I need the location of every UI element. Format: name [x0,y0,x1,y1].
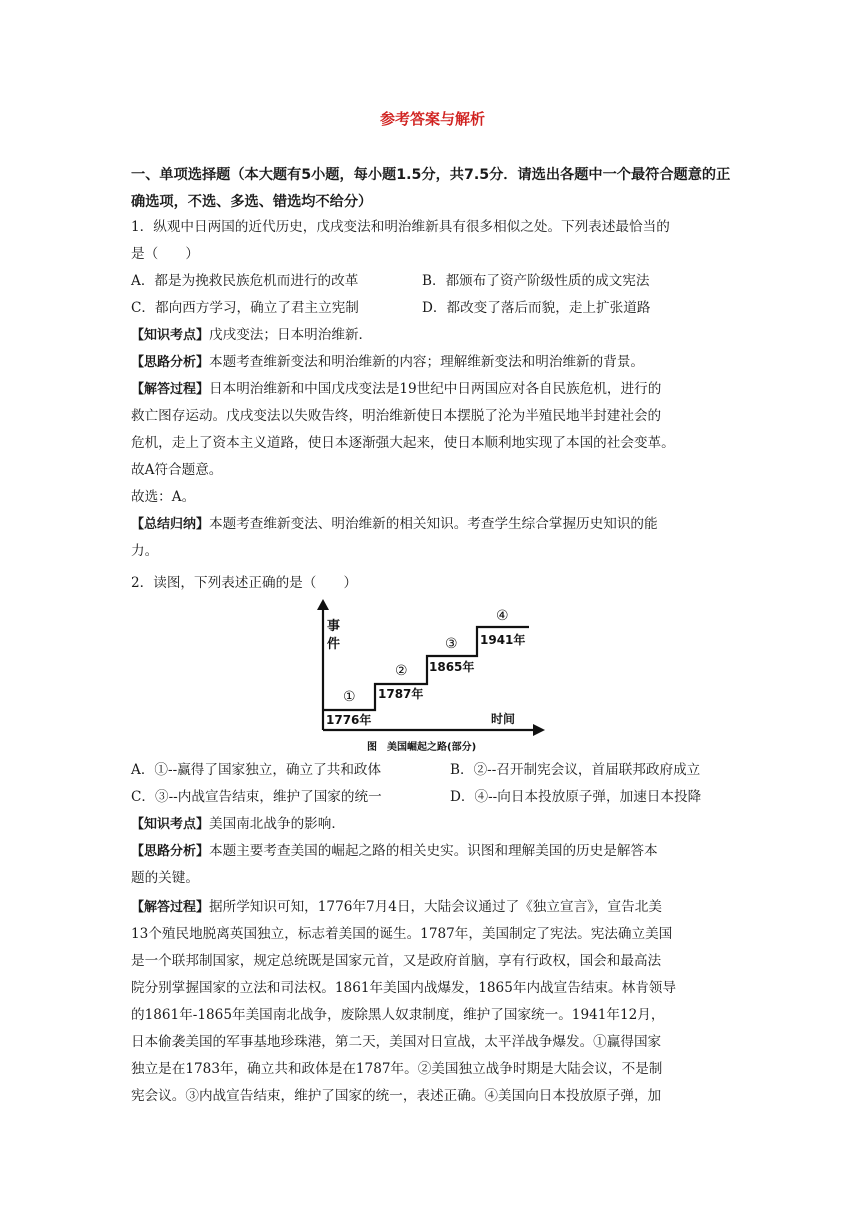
label-knowledge-point: 【知识考点】 [131,328,210,343]
q2-option-c: C．③--内战宣告结束，维护了国家的统一 [131,789,382,805]
step-1-year: 1776年 [326,713,372,727]
q2-solution-line-8: 宪会议。③内战宣告结束，维护了国家的统一，表述正确。④美国向日本投放原子弹，加 [131,1088,662,1104]
page-title: 参考答案与解析 [379,110,485,128]
q2-solution-line-3: 是一个联邦制国家，规定总统既是国家元首，又是政府首脑，享有行政权，国会和最高法 [131,953,662,969]
x-axis-label: 时间 [491,712,516,726]
us-rise-step-diagram [315,598,550,758]
q2-option-d: D．④--向日本投放原子弹，加速日本投降 [450,789,702,805]
q1-option-a: A．都是为挽救民族危机而进行的改革 [131,273,359,289]
label-solution: 【解答过程】 [131,382,210,397]
q1-analysis-text: 本题考查维新变法和明治维新的内容；理解维新变法和明治维新的背景。 [209,354,645,370]
q2-knowledge-text: 美国南北战争的影响． [209,816,345,832]
q1-option-b: B．都颁布了资产阶级性质的成文宪法 [422,273,650,289]
step-2-mark: ② [395,663,408,679]
q1-solution-line-4: 故A符合题意。 [131,462,223,478]
step-4-year: 1941年 [480,633,526,647]
q2-solution-line-1 [131,898,662,917]
label-summary: 【总结归纳】 [131,517,210,532]
section-heading: 一、单项选择题（本大题有5小题，每小题1.5分，共7.5分．请选出各题中一个最符合题意的正确选项，不选、多选、错选均不给分） [131,167,731,210]
q2-solution-line-7: 独立是在1783年，确立共和政体是在1787年。②美国独立战争时期是大陆会议，不是制 [131,1061,663,1077]
q1-stem-line-2: 是（ ） [131,246,199,262]
y-axis-label-char-2: 件 [327,637,341,652]
q1-solution-line-3: 危机，走上了资本主义道路，使日本逐渐强大起来，使日本顺利地实现了本国的社会变革。 [131,435,675,451]
q2-solution-line-2: 13个殖民地脱离英国独立，标志着美国的诞生。1787年，美国制定了宪法。宪法确立美国 [131,926,673,942]
q1-solution-line-2: 救亡图存运动。戊戌变法以失败告终，明治维新使日本摆脱了沦为半殖民地半封建社会的 [131,408,662,424]
q1-knowledge-point [131,326,372,345]
q2-solution-line-6: 日本偷袭美国的军事基地珍珠港，第二天，美国对日宣战，太平洋战争爆发。①赢得国家 [131,1034,662,1050]
label-analysis: 【思路分析】 [131,844,210,859]
q2-stem: 2．读图，下列表述正确的是（ ） [131,575,358,591]
q2-knowledge-point [131,815,345,834]
q1-stem-line-1: 1．纵观中日两国的近代历史，戊戌变法和明治维新具有很多相似之处。下列表述最恰当的 [131,219,670,235]
q2-analysis-line-2: 题的关键。 [131,870,199,886]
step-2-year: 1787年 [378,687,424,701]
label-solution: 【解答过程】 [131,900,210,915]
q2-option-a: A．①--赢得了国家独立，确立了共和政体 [131,762,382,778]
y-axis-arrow [317,599,329,610]
q2-solution-text-1: 据所学知识可知，1776年7月4日，大陆会议通过了《独立宣言》，宣告北美 [209,899,662,915]
figure-caption: 图 美国崛起之路(部分) [367,742,477,753]
step-3-mark: ③ [445,636,458,652]
q2-solution-line-5: 的1861年-1865年美国南北战争，废除黑人奴隶制度，维护了国家统一。1941年12月， [131,1007,665,1023]
label-knowledge-point: 【知识考点】 [131,817,210,832]
q1-summary-line-1 [131,515,658,534]
q2-option-b: B．②--召开制宪会议，首届联邦政府成立 [450,762,701,778]
x-axis-arrow [533,724,545,736]
q1-option-d: D．都改变了落后而貌，走上扩张道路 [422,300,651,316]
step-1-mark: ① [343,689,356,705]
step-4-mark: ④ [496,608,509,624]
y-axis-label-char-1: 事 [327,619,341,634]
q1-solution-line-1 [131,380,661,399]
q1-solution-text-1: 日本明治维新和中国戊戌变法是19世纪中日两国应对各自民族危机，进行的 [209,381,662,397]
step-3-year: 1865年 [429,660,475,674]
q1-summary-line-2: 力。 [131,543,159,559]
label-analysis: 【思路分析】 [131,355,210,370]
q1-option-c: C．都向西方学习，确立了君主立宪制 [131,300,359,316]
q1-summary-text-1: 本题考查维新变法、明治维新的相关知识。考查学生综合掌握历史知识的能 [209,516,658,532]
q1-knowledge-text: 戊戌变法；日本明治维新． [209,327,373,343]
q1-analysis [131,353,644,372]
q2-analysis-text-1: 本题主要考查美国的崛起之路的相关史实。识图和理解美国的历史是解答本 [209,843,658,859]
q2-analysis-line-1 [131,842,658,861]
q2-solution-line-4: 院分别掌握国家的立法和司法权。1861年美国内战爆发，1865年内战宣告结束。林肯领导 [131,980,676,996]
q1-choice: 故选：A。 [131,489,196,505]
